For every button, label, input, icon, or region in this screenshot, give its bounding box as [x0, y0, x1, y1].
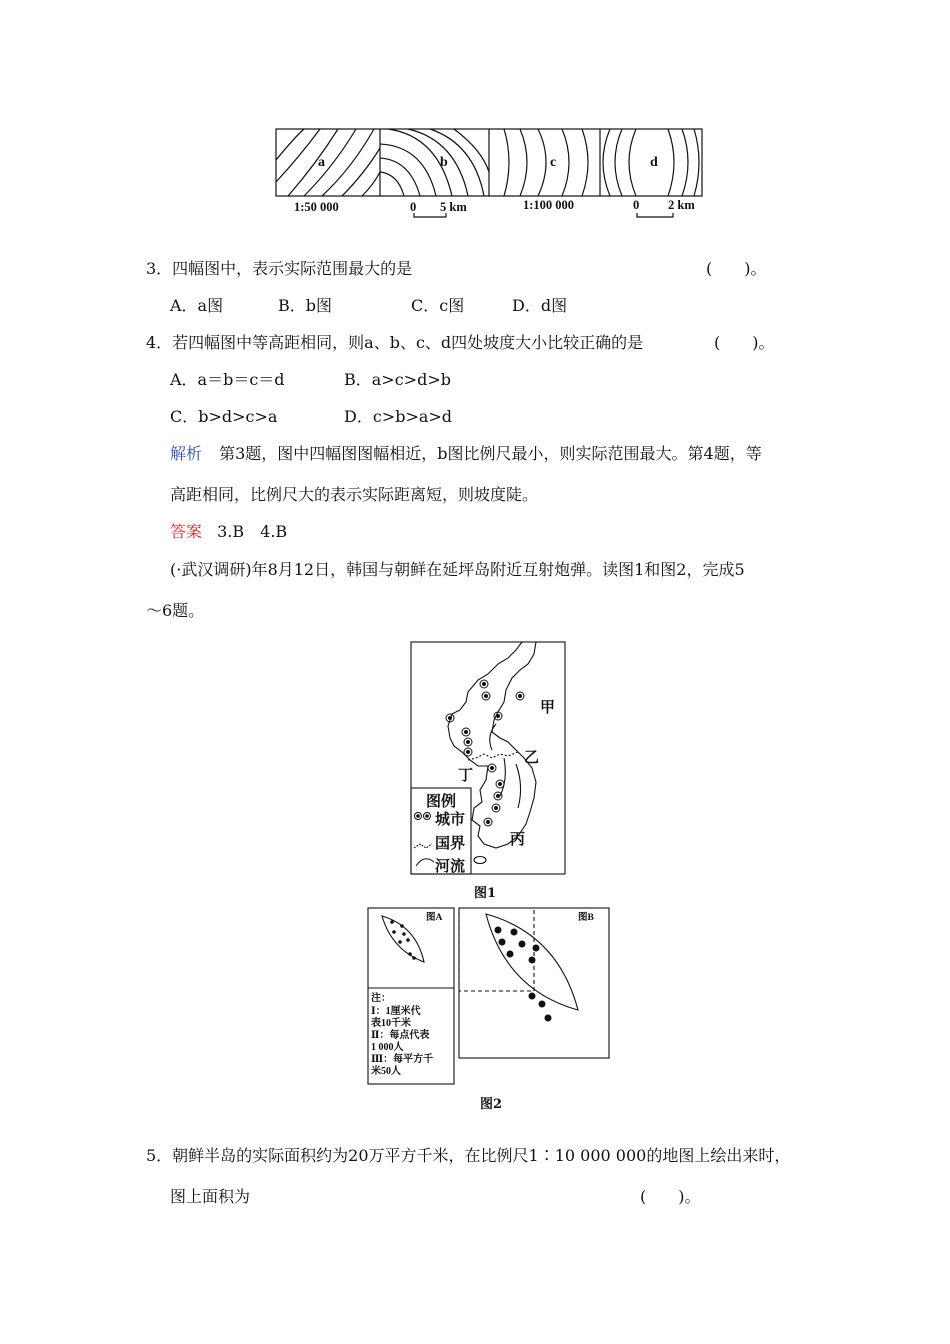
q5-bracket: ( )。 [640, 1187, 701, 1206]
figure2a-lens [382, 916, 424, 962]
scale-b-zero: 0 [410, 200, 417, 214]
intro-line-2: ～6题。 [146, 601, 205, 620]
answer-line [170, 522, 287, 542]
analysis-text-1: 第3题，图中四幅图图幅相近，b图比例尺最小，则实际范围最大。第4题，等 [219, 444, 762, 463]
figure1-caption: 图1 [474, 886, 497, 901]
label-jia: 甲 [540, 700, 556, 716]
q4-stem: 4．若四幅图中等高距相同，则a、b、c、d四处坡度大小比较正确的是 [146, 333, 644, 352]
q3-option-a: A．a图 [170, 296, 224, 315]
note-2a: Ⅱ：每点代表 [371, 1030, 430, 1041]
q3-option-d: D．d图 [512, 296, 568, 315]
q4-option-b: B．a>c>d>b [344, 370, 451, 389]
q4-option-d: D．c>b>a>d [344, 407, 453, 426]
figure2 [364, 904, 614, 1086]
legend-title: 图例 [426, 794, 457, 810]
scale-a-text: 1:50 000 [294, 200, 339, 214]
intro-line-1: (·武汉调研)年8月12日，韩国与朝鲜在延坪岛附近互射炮弹。读图1和图2，完成5 [170, 560, 745, 579]
note-3b: 米50人 [371, 1066, 401, 1077]
analysis-label: 解析 [170, 444, 203, 463]
answer-label: 答案 [170, 522, 203, 541]
q3-bracket: ( )。 [706, 259, 767, 278]
label-yi: 乙 [524, 750, 540, 766]
note-title: 注： [371, 993, 391, 1004]
q3-option-b: B．b图 [278, 296, 333, 315]
panel-label-c: c [550, 155, 557, 170]
answer-text: 3.B 4.B [217, 522, 288, 541]
panel-label-d: d [650, 155, 658, 170]
q4-option-a: A．a＝b＝c＝d [170, 370, 285, 389]
label-bing: 丙 [510, 832, 526, 848]
q3-stem: 3．四幅图中，表示实际范围最大的是 [146, 259, 413, 278]
note-2b: 1 000人 [371, 1042, 404, 1053]
analysis-line-2: 高距相同，比例尺大的表示实际距离短，则坡度陡。 [170, 485, 539, 504]
q4-bracket: ( )。 [714, 333, 775, 352]
figure2b-label: 图B [578, 913, 594, 923]
q5-line-2: 图上面积为 [170, 1187, 251, 1206]
panel-label-b: b [440, 155, 448, 170]
scale-c-text: 1:100 000 [523, 198, 575, 212]
label-ding: 丁 [458, 768, 474, 784]
figure1-map [408, 640, 570, 902]
legend-river: 河流 [435, 859, 466, 875]
legend-city: 城市 [435, 812, 466, 828]
panel-label-a: a [318, 155, 325, 170]
q3-option-c: C．c图 [411, 296, 465, 315]
border-line [468, 752, 518, 760]
analysis-line-1 [170, 444, 762, 464]
q4-option-c: C．b>d>c>a [170, 407, 278, 426]
figure2-caption: 图2 [480, 1097, 503, 1112]
note-1b: 表10千米 [371, 1018, 411, 1029]
note-3a: Ⅲ：每平方千 [371, 1054, 434, 1065]
figure2a-label: 图A [426, 913, 443, 923]
note-1a: Ⅰ：1厘米代 [371, 1006, 421, 1017]
contour-figure [270, 120, 710, 220]
legend-border: 国界 [435, 836, 466, 852]
scale-d-zero: 0 [633, 198, 640, 212]
scale-d-km: 2 km [668, 198, 695, 212]
q5-line-1: 5．朝鲜半岛的实际面积约为20万平方千米，在比例尺1∶10 000 000的地图上绘出来时， [146, 1146, 791, 1165]
scale-b-km: 5 km [440, 200, 467, 214]
